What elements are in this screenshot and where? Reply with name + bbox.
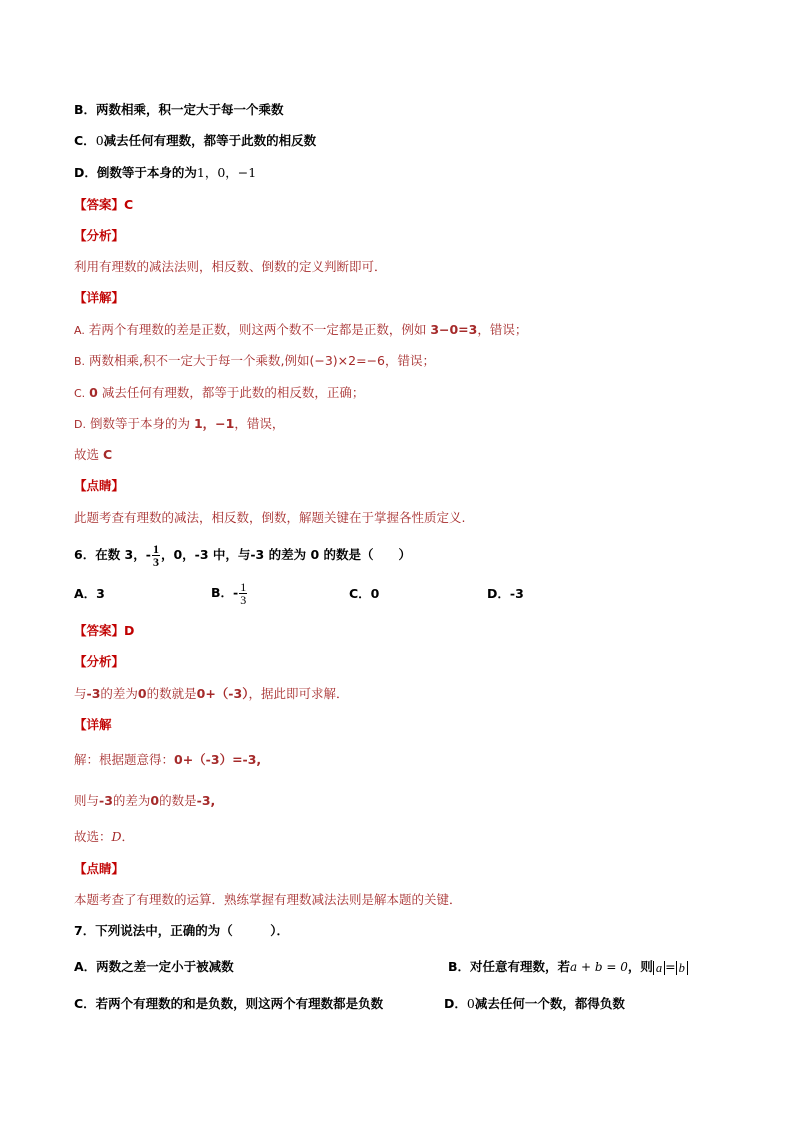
solution-value: 0 — [150, 793, 160, 808]
analysis-text-part: 与 — [74, 686, 87, 701]
analysis-value: 0 — [137, 686, 147, 701]
analysis-text-part: 的数就是 — [146, 686, 197, 701]
prev-option-b — [74, 101, 284, 119]
solution-text-part: 的差为 — [112, 793, 151, 808]
conclusion-value: C — [103, 447, 113, 462]
detail-2-line-1 — [74, 751, 261, 769]
option-c-text: 减去任何有理数，都等于此数的相反数 — [103, 133, 317, 148]
q7-abs-b: b — [676, 961, 688, 975]
q6-option-c: C．0 — [349, 586, 380, 601]
q7-option-b — [448, 958, 688, 976]
q6-option-a: A．3 — [74, 586, 105, 601]
q6-option-b-label: B．- — [211, 585, 239, 600]
answer-2 — [74, 622, 134, 640]
detail-b-example: (−3)×2=−6 — [309, 353, 385, 368]
detail-a-tail: ，错误； — [477, 322, 528, 337]
q7-option-d-number: 0 — [466, 996, 475, 1011]
question-7-stem: 7．下列说法中，正确的为（ ）． — [74, 923, 289, 938]
solution-prefix: 解：根据题意得： — [74, 752, 175, 767]
detail-1-label: 【详解】 — [74, 290, 125, 305]
q6-fraction — [152, 543, 160, 568]
analysis-text-part: ，据此即可求解． — [248, 686, 349, 701]
q7-option-b-text: B．对任意有理数，若 — [448, 959, 571, 974]
analysis-expression: 0+（-3） — [196, 686, 249, 701]
answer-value: C — [124, 197, 134, 212]
q6-option-d: D．-3 — [487, 586, 524, 601]
q6-stem-prefix: 6．在数 3，- — [74, 547, 151, 562]
fraction-numerator: 1 — [152, 542, 159, 556]
detail-1-b — [74, 352, 435, 371]
detail-a-text: 若两个有理数的差是正数，则这两个数不一定都是正数，例如 — [88, 322, 427, 337]
detail-b-label: B. — [74, 355, 86, 368]
comment-2-text: 本题考查了有理数的运算．熟练掌握有理数减法法则是解本题的关键． — [74, 892, 462, 907]
q7-option-d-label: D． — [444, 996, 467, 1011]
conclusion-text: 故选 — [74, 447, 100, 462]
detail-2-line-2 — [74, 792, 215, 810]
fraction-denominator: 3 — [240, 593, 247, 607]
detail-2-label-text: 详解 — [86, 717, 112, 732]
q7-abs-a: a — [653, 961, 665, 975]
analysis-value: -3 — [86, 686, 101, 701]
comment-2-label: 【点睛】 — [74, 861, 125, 876]
option-d-values: 1，0，−1 — [196, 165, 257, 180]
q6-option-b-fraction — [239, 581, 247, 606]
analysis-2-text — [74, 685, 348, 703]
analysis-text-part: 的差为 — [100, 686, 138, 701]
comment-1-text: 此题考查有理数的减法，相反数，倒数，解题关键在于掌握各性质定义. — [74, 510, 466, 525]
q7-option-b-then: ，则 — [627, 959, 653, 974]
option-c-number: 0 — [95, 133, 104, 148]
q7-option-c: C．若两个有理数的和是负数，则这两个有理数都是负数 — [74, 996, 384, 1011]
fraction-numerator: 1 — [240, 580, 247, 594]
q7-option-a: A．两数之差一定小于被减数 — [74, 959, 234, 974]
q6-stem-suffix: ，0，-3 中，与-3 的差为 0 的数是（ ） — [160, 547, 412, 562]
detail-c-label: C. — [74, 387, 86, 400]
fraction-denominator: 3 — [152, 555, 159, 569]
option-d-text: D．倒数等于本身的为 — [74, 165, 197, 180]
prev-option-c — [74, 132, 316, 150]
analysis-1-text: 利用有理数的减法法则，相反数、倒数的定义判断即可． — [74, 259, 387, 274]
solution-choice: D — [111, 829, 122, 844]
detail-b-text: 两数相乘,积不一定大于每一个乘数,例如 — [89, 353, 310, 368]
detail-d-tail: ，错误， — [234, 416, 285, 431]
detail-a-label: A. — [74, 324, 85, 337]
question-6-stem — [74, 540, 411, 570]
answer-label: 【答案】 — [74, 623, 125, 638]
solution-text-part: ． — [121, 829, 135, 844]
solution-expression: 0+（-3）=-3, — [174, 752, 262, 767]
answer-label: 【答案】 — [74, 197, 125, 212]
detail-a-example: 3−0=3 — [430, 322, 478, 337]
answer-value: D — [124, 623, 135, 638]
option-c-label: C． — [74, 133, 96, 148]
solution-value: -3 — [99, 793, 113, 808]
comment-1-label: 【点睛】 — [74, 478, 125, 493]
analysis-1-label: 【分析】 — [74, 228, 125, 243]
detail-1-d — [74, 415, 284, 434]
detail-d-values: 1，−1 — [193, 416, 235, 431]
detail-c-text: 减去任何有理数，都等于此数的相反数，正确； — [101, 385, 365, 400]
q7-equals-sign: = — [665, 959, 676, 974]
solution-text-part: 故选： — [74, 829, 112, 844]
answer-1 — [74, 196, 133, 214]
solution-text-part: 的数是 — [159, 793, 197, 808]
q7-option-d-text: 减去任何一个数，都得负数 — [474, 996, 625, 1011]
solution-text-part: 则与 — [74, 793, 100, 808]
analysis-2-label: 【分析】 — [74, 654, 125, 669]
detail-1-c — [74, 384, 364, 403]
q7-option-d — [444, 995, 625, 1013]
option-b-text: B．两数相乘，积一定大于每一个乘数 — [74, 102, 284, 117]
detail-c-number: 0 — [89, 385, 98, 400]
detail-1-conclusion — [74, 446, 112, 464]
q7-option-b-equation: a + b = 0 — [570, 960, 628, 974]
detail-2-line-3 — [74, 828, 134, 846]
q6-option-b — [211, 578, 248, 608]
detail-d-text: 倒数等于本身的为 — [89, 416, 190, 431]
detail-2-label: 【详解 — [74, 717, 112, 732]
solution-value: -3, — [196, 793, 216, 808]
detail-1-a — [74, 321, 527, 340]
detail-d-label: D. — [74, 418, 86, 431]
detail-b-tail: ，错误； — [385, 353, 436, 368]
prev-option-d — [74, 164, 256, 182]
